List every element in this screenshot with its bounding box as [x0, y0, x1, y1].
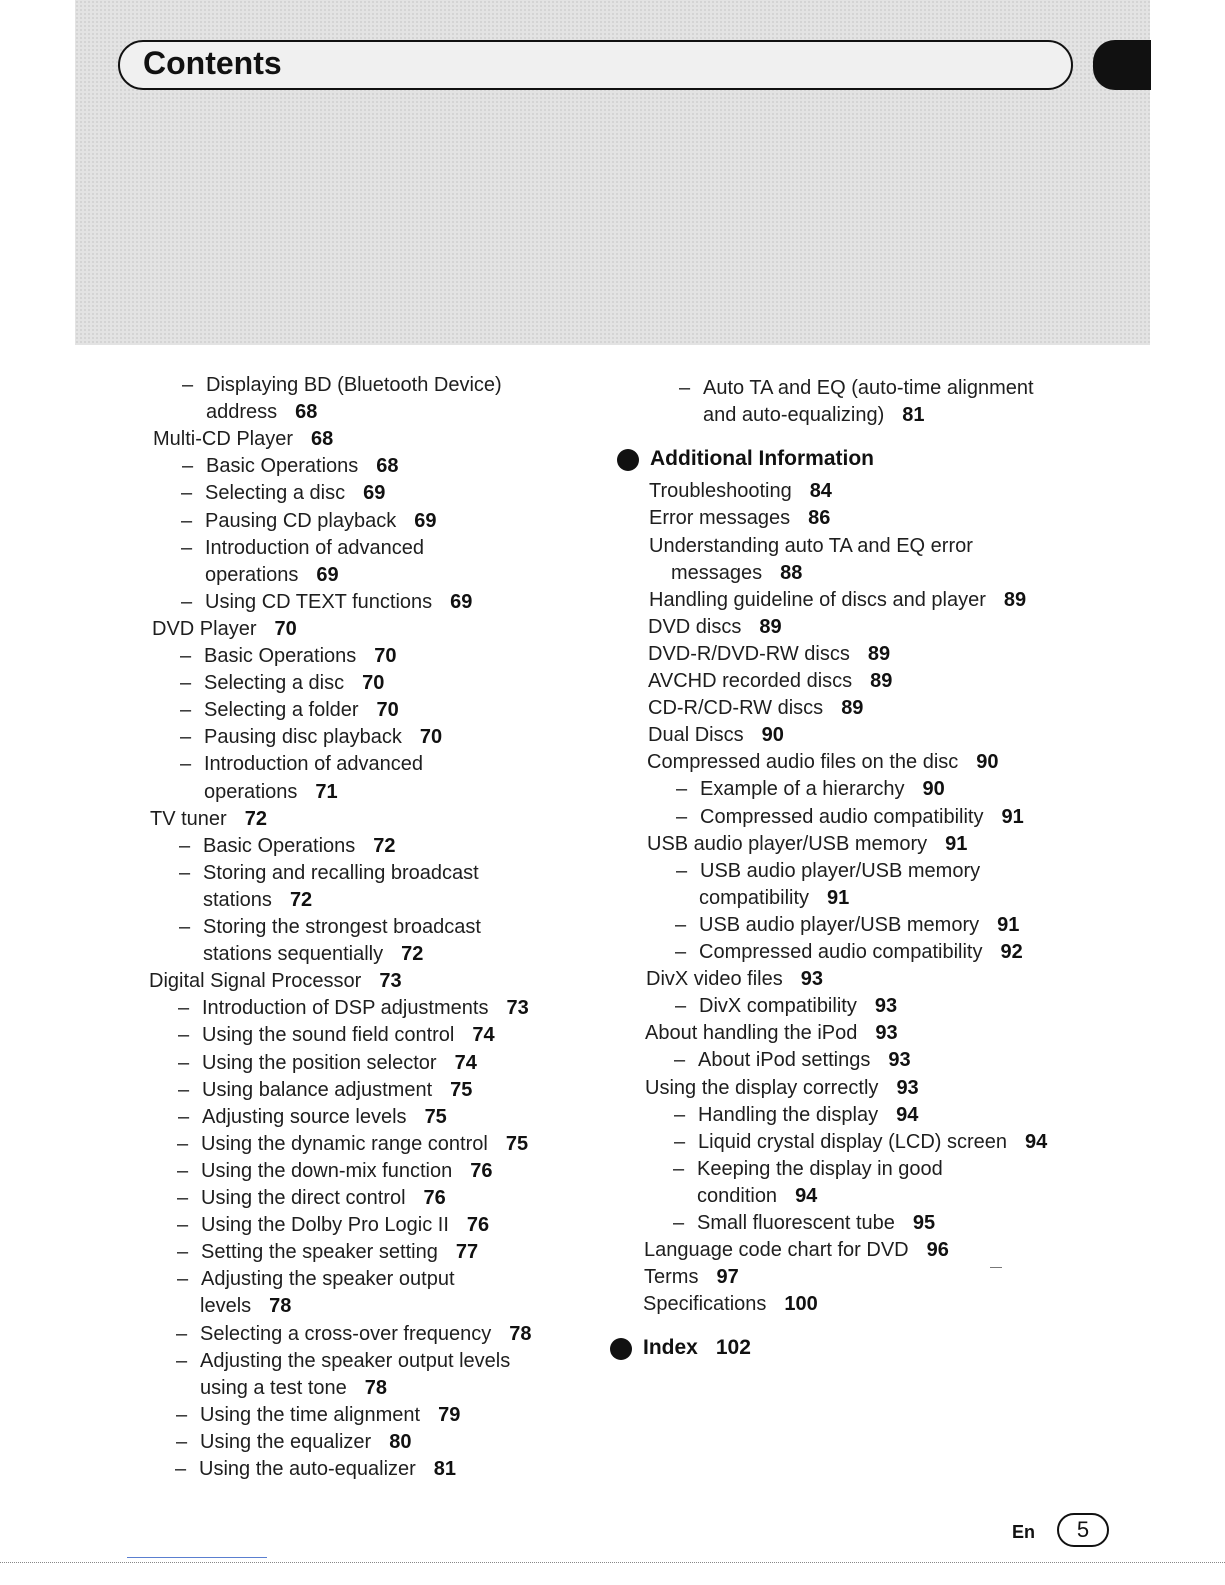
dash-bullet: – — [181, 482, 193, 505]
toc-subentry[interactable] — [204, 779, 338, 806]
page-number: 70 — [376, 699, 399, 722]
toc-subentry[interactable] — [200, 1375, 387, 1402]
page-number: 71 — [315, 780, 338, 803]
entry-title: Basic Operations — [206, 455, 359, 478]
page-number: 75 — [505, 1132, 529, 1155]
toc-subentry[interactable] — [177, 1185, 446, 1212]
dash-bullet: – — [179, 861, 191, 884]
entry-title: Using the equalizer — [200, 1430, 372, 1453]
entry-title: Adjusting the speaker output — [201, 1268, 455, 1291]
page-number: 94 — [1025, 1130, 1048, 1153]
toc-subentry[interactable] — [699, 885, 849, 912]
page-number: 95 — [912, 1212, 936, 1234]
page-number: 93 — [800, 968, 823, 991]
entry-title: TV tuner — [150, 807, 227, 830]
section-bullet-icon — [617, 449, 639, 471]
dash-bullet: – — [179, 916, 191, 938]
entry-title: Compressed audio compatibility — [700, 805, 984, 828]
entry-title: Using CD TEXT functions — [205, 590, 433, 613]
dash-bullet: – — [676, 805, 688, 828]
entry-title: About handling the iPod — [645, 1022, 858, 1045]
dash-bullet: – — [180, 699, 192, 722]
entry-title: DVD Player — [152, 617, 257, 640]
footer-link-rule — [127, 1557, 267, 1558]
entry-title: stations — [203, 888, 272, 911]
page-number: 73 — [506, 997, 529, 1020]
entry-title: condition — [697, 1184, 778, 1207]
toc-subentry[interactable] — [181, 508, 437, 535]
dash-bullet: – — [181, 536, 193, 559]
entry-title: Setting the speaker setting — [201, 1241, 438, 1264]
dash-bullet: – — [181, 509, 193, 532]
toc-subentry[interactable] — [181, 589, 473, 616]
entry-title: Introduction of DSP adjustments — [202, 997, 489, 1020]
entry-title: Using balance adjustment — [202, 1078, 433, 1101]
entry-title: Auto TA and EQ (auto-time alignment — [703, 377, 1034, 399]
entry-title: Compressed audio files on the disc — [647, 751, 959, 774]
page-number: 88 — [780, 561, 803, 584]
entry-title: Using the direct control — [201, 1187, 406, 1209]
dash-bullet: – — [180, 645, 192, 667]
toc-entry[interactable] — [648, 722, 784, 749]
toc-subentry — [179, 914, 481, 941]
toc-subentry[interactable] — [671, 560, 802, 587]
page-number: 69 — [414, 509, 437, 532]
entry-title: Terms — [644, 1266, 699, 1289]
entry-title: and auto-equalizing) — [703, 404, 885, 427]
entry-title: Introduction of advanced — [205, 536, 425, 559]
dash-bullet: – — [175, 1458, 187, 1480]
toc-subentry[interactable] — [703, 402, 925, 429]
dash-bullet: – — [673, 1157, 685, 1180]
dash-bullet: – — [674, 1103, 686, 1126]
page-number: 74 — [454, 1051, 477, 1074]
dash-bullet: – — [181, 590, 193, 613]
toc-entry[interactable] — [648, 668, 892, 695]
entry-title: Using the down-mix function — [201, 1159, 453, 1182]
page-number: 79 — [438, 1403, 461, 1426]
entry-title: Selecting a disc — [204, 672, 345, 695]
entry-title: DivX video files — [646, 968, 783, 991]
entry-title: Selecting a disc — [205, 482, 346, 505]
section-title: Index — [643, 1336, 698, 1360]
entry-title: USB audio player/USB memory — [699, 913, 980, 936]
footer-language: En — [1012, 1522, 1036, 1542]
entry-title: Using the sound field control — [202, 1024, 455, 1047]
page-number: 69 — [363, 482, 386, 505]
page-number: 89 — [870, 670, 893, 692]
toc-entry[interactable] — [648, 641, 890, 668]
dash-bullet: – — [177, 1214, 189, 1237]
toc-subentry — [177, 1266, 455, 1293]
page-number: 94 — [795, 1184, 818, 1207]
toc-subentry[interactable] — [676, 804, 1024, 831]
dash-bullet: – — [177, 1241, 189, 1264]
entry-title: Error messages — [649, 507, 791, 530]
page-number: 73 — [379, 970, 402, 993]
page-number: 70 — [419, 726, 443, 749]
page-number: 93 — [874, 995, 898, 1018]
page-number: 76 — [423, 1187, 446, 1209]
entry-title: Basic Operations — [203, 834, 356, 857]
toc-entry[interactable] — [150, 806, 267, 833]
page-number: 70 — [274, 617, 297, 640]
entry-title: Pausing disc playback — [204, 726, 402, 749]
entry-title: Understanding auto TA and EQ error — [649, 534, 973, 557]
page-number: 72 — [244, 807, 267, 830]
entry-title: Pausing CD playback — [205, 509, 397, 532]
page-number: 69 — [450, 590, 473, 613]
toc-entry[interactable] — [644, 1264, 739, 1291]
page-number: 68 — [311, 428, 334, 451]
entry-title: CD-R/CD-RW discs — [648, 697, 824, 720]
entry-title: Handling the display — [698, 1103, 879, 1126]
toc-subentry — [179, 860, 479, 887]
page-number: 96 — [926, 1239, 949, 1262]
page-number: 74 — [472, 1024, 495, 1047]
entry-title: Troubleshooting — [649, 480, 792, 503]
stray-mark — [990, 1267, 1002, 1268]
entry-title: USB audio player/USB memory — [700, 859, 981, 882]
toc-entry[interactable] — [644, 1237, 949, 1264]
dash-bullet: – — [182, 455, 194, 478]
toc-entry[interactable] — [646, 966, 823, 993]
entry-title: operations — [205, 563, 299, 586]
page-number: 89 — [841, 697, 864, 720]
toc-subentry — [676, 858, 981, 885]
dash-bullet: – — [676, 778, 688, 801]
entry-title: Example of a hierarchy — [700, 778, 905, 801]
toc-entry[interactable] — [649, 587, 1026, 614]
dash-bullet: – — [176, 1349, 188, 1372]
dash-bullet: – — [178, 1024, 190, 1047]
page-number: 75 — [450, 1078, 473, 1101]
dash-bullet: – — [179, 834, 191, 857]
entry-title: Using the display correctly — [645, 1076, 879, 1099]
page-number: 72 — [373, 834, 396, 857]
page-number: 93 — [875, 1022, 898, 1045]
dash-bullet: – — [178, 1051, 190, 1074]
entry-title: Selecting a folder — [204, 699, 359, 722]
page-number: 84 — [809, 480, 832, 503]
entry-title: Adjusting the speaker output levels — [200, 1349, 511, 1372]
toc-subentry[interactable] — [674, 1129, 1048, 1156]
entry-title: compatibility — [699, 886, 810, 909]
page-number: 77 — [455, 1241, 479, 1264]
toc-subentry[interactable] — [676, 776, 945, 803]
entry-title: Keeping the display in good — [697, 1157, 943, 1180]
entry-title: address — [206, 401, 278, 424]
page-number: 92 — [1000, 941, 1023, 963]
toc-subentry[interactable] — [176, 1402, 461, 1429]
dash-bullet: – — [675, 941, 687, 963]
entry-title: Compressed audio compatibility — [699, 941, 983, 963]
dash-bullet: – — [178, 997, 190, 1020]
page-number: 78 — [509, 1322, 532, 1345]
dash-bullet: – — [182, 374, 194, 396]
entry-title: Dual Discs — [648, 724, 744, 747]
page-number: 91 — [1001, 805, 1024, 828]
toc-subentry[interactable] — [178, 1050, 477, 1077]
toc-subentry — [679, 375, 1034, 402]
entry-title: DVD-R/DVD-RW discs — [648, 642, 850, 665]
dash-bullet: – — [180, 753, 192, 776]
toc-subentry[interactable] — [175, 1456, 457, 1483]
page-number: 90 — [761, 724, 784, 747]
toc-subentry[interactable] — [200, 1293, 291, 1320]
page-number: 78 — [269, 1295, 292, 1318]
toc-subentry[interactable] — [180, 724, 443, 751]
page-number: 68 — [295, 401, 318, 424]
page-title: Contents — [143, 45, 282, 81]
toc-subentry[interactable] — [177, 1239, 479, 1266]
page-number: 70 — [374, 645, 397, 667]
footer-page-number: 5 — [1057, 1513, 1109, 1547]
toc-subentry[interactable] — [178, 1077, 473, 1104]
toc-subentry[interactable] — [674, 1047, 911, 1074]
dash-bullet: – — [177, 1132, 189, 1155]
dash-bullet: – — [675, 995, 687, 1018]
footer-rule — [0, 1562, 1225, 1563]
entry-title: messages — [671, 561, 763, 584]
page-number: 72 — [401, 943, 424, 966]
page-number: 78 — [364, 1376, 388, 1399]
entry-title: Using the position selector — [202, 1051, 437, 1074]
toc-subentry[interactable] — [203, 941, 423, 968]
page-number: 94 — [896, 1103, 919, 1126]
entry-title: DivX compatibility — [699, 995, 857, 1018]
toc-subentry — [182, 372, 502, 399]
entry-title: Selecting a cross-over frequency — [200, 1322, 492, 1345]
page-number: 76 — [470, 1159, 493, 1182]
entry-title: Basic Operations — [204, 645, 357, 667]
entry-title: levels — [200, 1295, 252, 1318]
toc-subentry[interactable] — [178, 1022, 495, 1049]
dash-bullet: – — [176, 1403, 188, 1426]
page-number: 76 — [466, 1214, 490, 1237]
entry-title: Adjusting source levels — [202, 1105, 407, 1128]
dash-bullet: – — [177, 1159, 189, 1182]
entry-title: Storing the strongest broadcast — [203, 916, 481, 938]
toc-subentry[interactable] — [177, 1212, 490, 1239]
entry-title: Introduction of advanced — [204, 753, 424, 776]
toc-subentry[interactable] — [178, 995, 529, 1022]
page-number: 86 — [808, 507, 831, 530]
toc-entry[interactable] — [647, 831, 967, 858]
page-number: 80 — [389, 1430, 412, 1453]
toc-subentry[interactable] — [176, 1321, 532, 1348]
dash-bullet: – — [180, 726, 192, 749]
toc-subentry[interactable] — [675, 912, 1020, 939]
toc-entry[interactable] — [152, 616, 297, 643]
entry-title: Using the Dolby Pro Logic II — [201, 1214, 449, 1237]
toc-subentry[interactable] — [206, 399, 317, 426]
dash-bullet: – — [177, 1268, 189, 1291]
toc-subentry[interactable] — [178, 1104, 447, 1131]
entry-title: Liquid crystal display (LCD) screen — [698, 1130, 1008, 1153]
entry-title: Storing and recalling broadcast — [203, 861, 479, 884]
toc-subentry[interactable] — [674, 1102, 919, 1129]
toc-entry[interactable] — [645, 1020, 898, 1047]
page-number: 69 — [316, 563, 339, 586]
page-number: 91 — [827, 886, 850, 909]
toc-subentry[interactable] — [177, 1158, 493, 1185]
dash-bullet: – — [679, 377, 691, 399]
toc-subentry — [673, 1156, 943, 1183]
toc-subentry[interactable] — [673, 1210, 936, 1237]
dash-bullet: – — [178, 1105, 190, 1128]
toc-subentry[interactable] — [180, 643, 397, 670]
toc-entry[interactable] — [648, 695, 863, 722]
entry-title: Digital Signal Processor — [149, 970, 362, 993]
page-number: 93 — [888, 1049, 911, 1072]
toc-subentry — [180, 751, 424, 778]
entry-title: stations sequentially — [203, 943, 384, 966]
entry-title: AVCHD recorded discs — [648, 670, 853, 692]
page-number: 89 — [759, 615, 782, 638]
toc-entry — [649, 533, 973, 560]
dash-bullet: – — [176, 1322, 188, 1345]
section-bullet-icon — [610, 1338, 632, 1360]
page-number: 90 — [976, 751, 999, 774]
toc-subentry[interactable] — [181, 480, 386, 507]
toc-entry[interactable] — [645, 1075, 919, 1102]
toc-entry[interactable] — [649, 478, 832, 505]
page-number: 68 — [376, 455, 399, 478]
page-number: 90 — [922, 778, 945, 801]
toc-subentry[interactable] — [205, 562, 339, 589]
dash-bullet: – — [177, 1187, 189, 1209]
dash-bullet: – — [675, 913, 687, 936]
toc-subentry — [176, 1348, 511, 1375]
dash-bullet: – — [178, 1078, 190, 1101]
entry-title: USB audio player/USB memory — [647, 832, 928, 855]
page-number: 89 — [867, 642, 891, 665]
toc-entry[interactable] — [647, 749, 999, 776]
page-number: 100 — [784, 1293, 818, 1316]
entry-title: Using the time alignment — [200, 1403, 421, 1426]
dash-bullet: – — [674, 1130, 686, 1153]
toc-entry[interactable] — [643, 1291, 818, 1318]
entry-title: Small fluorescent tube — [697, 1212, 895, 1234]
dash-bullet: – — [176, 1430, 188, 1453]
entry-title: Using the dynamic range control — [201, 1132, 488, 1155]
page-number: 91 — [997, 913, 1020, 936]
toc-subentry[interactable] — [180, 697, 399, 724]
toc-entry[interactable] — [149, 968, 402, 995]
section-title: Additional Information — [650, 447, 874, 471]
toc-subentry[interactable] — [176, 1429, 412, 1456]
dash-bullet: – — [676, 859, 688, 882]
page-number: 97 — [716, 1266, 739, 1289]
page-number: 89 — [1003, 588, 1027, 611]
entry-title: using a test tone — [200, 1376, 347, 1399]
dash-bullet: – — [180, 672, 192, 695]
section-tab-marker — [1093, 40, 1151, 90]
toc-subentry[interactable] — [180, 670, 385, 697]
entry-title: DVD discs — [648, 615, 742, 638]
page-number: 75 — [424, 1105, 447, 1128]
dash-bullet: – — [673, 1212, 685, 1234]
toc-entry[interactable] — [153, 426, 333, 453]
toc-entry[interactable] — [649, 505, 830, 532]
page-number: 72 — [289, 888, 313, 911]
page-number: 81 — [902, 404, 925, 427]
entry-title: Multi-CD Player — [153, 428, 294, 451]
entry-title: Language code chart for DVD — [644, 1239, 909, 1262]
toc-subentry — [181, 535, 425, 562]
entry-title: operations — [204, 780, 298, 803]
page-number: 70 — [362, 672, 385, 695]
entry-title: Displaying BD (Bluetooth Device) — [206, 374, 502, 396]
toc-subentry[interactable] — [177, 1131, 529, 1158]
toc-subentry[interactable] — [179, 833, 396, 860]
dash-bullet: – — [674, 1049, 686, 1072]
toc-subentry[interactable] — [675, 993, 898, 1020]
page-number: 102 — [715, 1336, 751, 1360]
toc-subentry[interactable] — [675, 939, 1023, 966]
entry-title: About iPod settings — [698, 1049, 871, 1072]
entry-title: Using the auto-equalizer — [199, 1458, 416, 1480]
toc-entry[interactable] — [648, 614, 782, 641]
page-number: 81 — [433, 1458, 457, 1480]
toc-subentry[interactable] — [182, 453, 399, 480]
entry-title: Handling guideline of discs and player — [649, 588, 986, 611]
entry-title: Specifications — [643, 1293, 767, 1316]
page-number: 91 — [945, 832, 968, 855]
toc-section-heading[interactable] — [643, 1334, 751, 1362]
toc-section-heading[interactable] — [650, 445, 874, 473]
toc-subentry[interactable] — [203, 887, 312, 914]
toc-subentry[interactable] — [697, 1183, 817, 1210]
page-number: 93 — [896, 1076, 919, 1099]
